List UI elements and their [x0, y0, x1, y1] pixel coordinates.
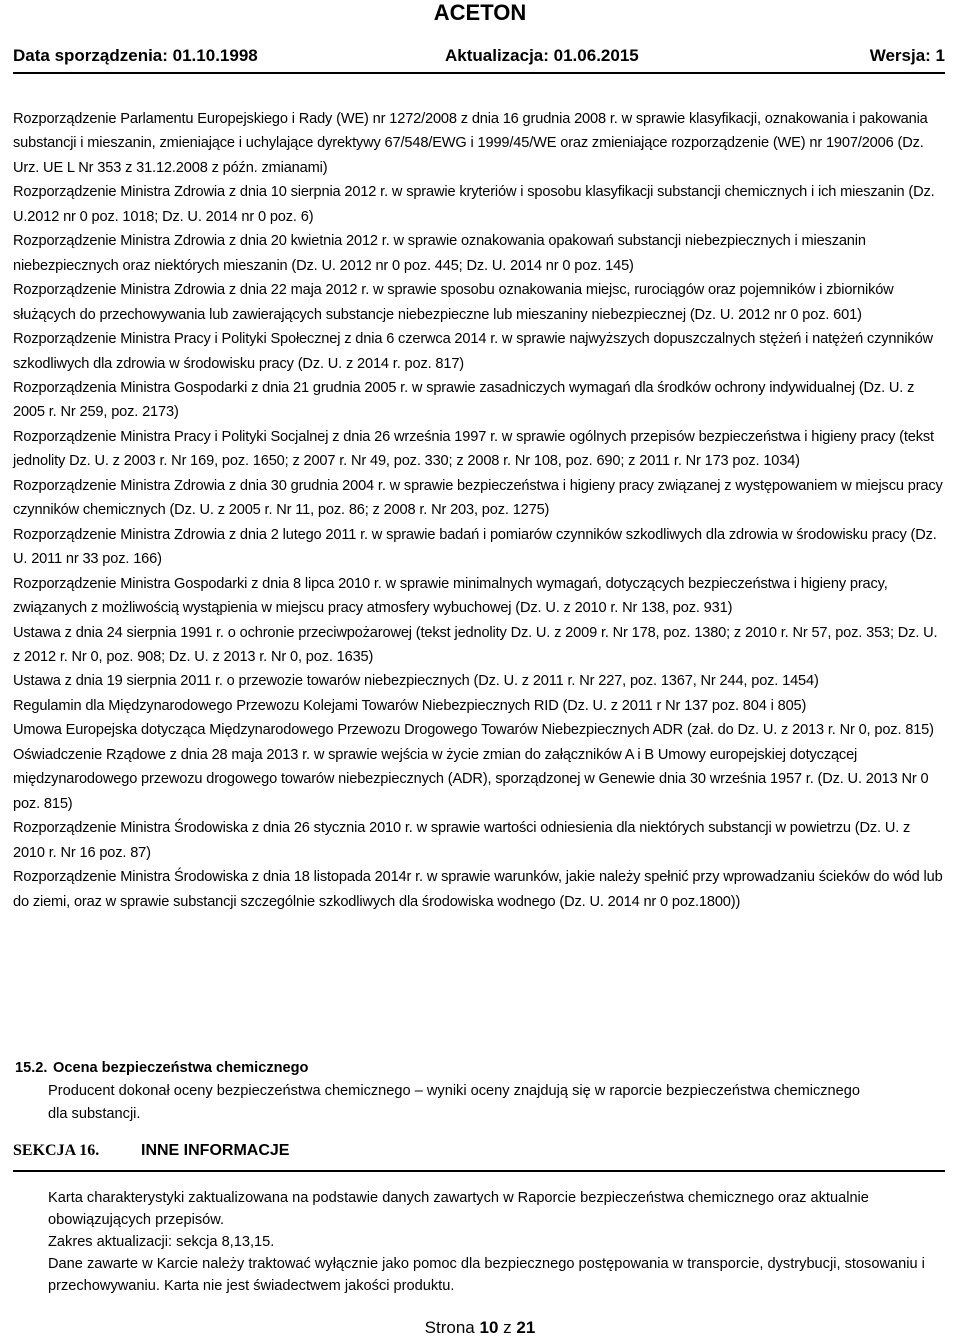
footer-z: z [503, 1318, 512, 1337]
section-15-2-heading [15, 1057, 308, 1079]
section-15-2-number: 15.2. [15, 1060, 48, 1076]
section-16-paragraph: Karta charakterystyki zaktualizowana na podstawie danych zawartych w Raporcie bezpieczeństwa chemicznego oraz aktualnie obowiązujących przepisów. [48, 1190, 869, 1228]
regulation-item: Rozporządzenie Ministra Pracy i Polityki Społecznej z dnia 6 czerwca 2014 r. w sprawie najwyższych dopuszczalnych stężeń i natężeń czynników szkodliwych dla zdrowia w środowisku pracy (Dz. U. z 2014 r. poz. 817) [13, 331, 933, 372]
section-15-2-body: Producent dokonał oceny bezpieczeństwa chemicznego – wyniki oceny znajdują się w raporcie bezpieczeństwa chemicznego dla substancji. [48, 1083, 861, 1122]
regulation-item: Rozporządzenie Ministra Zdrowia z dnia 2 lutego 2011 r. w sprawie badań i pomiarów czynników szkodliwych dla zdrowia w środowisku pracy (Dz. U. 2011 nr 33 poz. 166) [13, 526, 937, 568]
section-16-body [48, 1187, 938, 1297]
version: Wersja: 1 [869, 46, 945, 65]
section-16-paragraph: Zakres aktualizacji: sekcja 8,13,15. [48, 1234, 275, 1250]
regulations-list [13, 107, 943, 914]
regulation-item: Rozporządzenie Ministra Pracy i Polityki Socjalnej z dnia 26 września 1997 r. w sprawie ogólnych przepisów bezpieczeństwa i higieny pracy (tekst jednolity Dz. U. z 2003 r. Nr 169, poz. 1650; z 2007 r. Nr 49, poz. 330; z 2008 r. Nr 108, poz. 690; z 2011 r. Nr 173 poz. 1034) [13, 428, 934, 470]
section-16-paragraph: Dane zawarte w Karcie należy traktować wyłącznie jako pomoc dla bezpiecznego postępowania w transporcie, dystrybucji, stosowaniu i przechowywaniu. Karta nie jest świadectwem jakości produktu. [48, 1256, 925, 1294]
regulation-item: Rozporządzenie Ministra Środowiska z dnia 18 listopada 2014r r. w sprawie warunków, jakie należy spełnić przy wprowadzaniu ścieków do wód lub do ziemi, oraz w sprawie substancji szczególnie szkodliwych dla środowiska wodnego (Dz. U. 2014 nr 0 poz.1800)) [13, 869, 943, 910]
header-divider [13, 72, 945, 74]
regulation-item: Rozporządzenie Ministra Środowiska z dnia 26 stycznia 2010 r. w sprawie wartości odniesienia dla niektórych substancji w powietrzu (Dz. U. z 2010 r. Nr 16 poz. 87) [13, 820, 911, 861]
section-16-header [13, 1136, 945, 1172]
regulation-item: Ustawa z dnia 19 sierpnia 2011 r. o przewozie towarów niebezpiecznych (Dz. U. z 2011 r. Nr 227, poz. 1367, Nr 244, poz. 1454) [13, 673, 819, 690]
footer-total-pages: 21 [516, 1318, 536, 1337]
created-date: Data sporządzenia: 01.10.1998 [13, 46, 258, 65]
regulation-item: Rozporządzenie Parlamentu Europejskiego i Rady (WE) nr 1272/2008 z dnia 16 grudnia 2008 r. w sprawie klasyfikacji, oznakowania i pakowania substancji i mieszanin, zmieniające i uchylające dyrektywy 67/548/EWG i 1999/45/WE oraz zmieniające rozporządzenie (WE) nr 1907/2006 (Dz. Urz. UE L Nr 353 z 31.12.2008 z późn. zmianami) [13, 111, 928, 176]
page-footer [0, 1318, 960, 1338]
section-15-2-title: Ocena bezpieczeństwa chemicznego [53, 1060, 309, 1076]
regulation-item: Rozporządzenie Ministra Zdrowia z dnia 30 grudnia 2004 r. w sprawie bezpieczeństwa i higieny pracy związanej z występowaniem w miejscu pracy czynników chemicznych (Dz. U. z 2005 r. Nr 11, poz. 86; z 2008 r. Nr 203, poz. 1275) [13, 477, 943, 519]
footer-page-number: 10 [479, 1318, 499, 1337]
footer-strona: Strona [424, 1318, 475, 1337]
document-title: ACETON [433, 0, 527, 25]
document-meta [13, 44, 945, 70]
section-16-title: INNE INFORMACJE [141, 1142, 290, 1159]
regulation-item: Rozporządzenia Ministra Gospodarki z dnia 21 grudnia 2005 r. w sprawie zasadniczych wymagań dla środków ochrony indywidualnej (Dz. U. z 2005 r. Nr 259, poz. 2173) [13, 379, 915, 421]
regulation-item: Umowa Europejska dotycząca Międzynarodowego Przewozu Drogowego Towarów Niebezpiecznych ADR (zał. do Dz. U. z 2013 r. Nr 0, poz. 815) [13, 722, 934, 739]
updated-date: Aktualizacja: 01.06.2015 [445, 46, 639, 65]
regulation-item: Rozporządzenie Ministra Zdrowia z dnia 10 sierpnia 2012 r. w sprawie kryteriów i sposobu klasyfikacji substancji chemicznych i ich mieszanin (Dz. U.2012 nr 0 poz. 1018; Dz. U. 2014 nr 0 poz. 6) [13, 184, 935, 225]
regulation-item: Rozporządzenie Ministra Gospodarki z dnia 8 lipca 2010 r. w sprawie minimalnych wymagań, dotyczących bezpieczeństwa i higieny pracy, związanych z możliwością wystąpienia w miejscu pracy atmosfery wybuchowej (Dz. U. z 2010 r. Nr 138, poz. 931) [13, 575, 888, 617]
regulation-item: Rozporządzenie Ministra Zdrowia z dnia 20 kwietnia 2012 r. w sprawie oznakowania opakowań substancji niebezpiecznych i mieszanin niebezpiecznych oraz niektórych mieszanin (Dz. U. 2012 nr 0 poz. 445; Dz. U. 2014 nr 0 poz. 145) [13, 233, 866, 274]
regulation-item: Ustawa z dnia 24 sierpnia 1991 r. o ochronie przeciwpożarowej (tekst jednolity Dz. U. z 2009 r. Nr 178, poz. 1380; z 2010 r. Nr 57, poz. 353; Dz. U. z 2012 r. Nr 0, poz. 908; Dz. U. z 2013 r. Nr 0, poz. 1635) [13, 624, 938, 665]
regulation-item: Oświadczenie Rządowe z dnia 28 maja 2013 r. w sprawie wejścia w życie zmian do załączników A i B Umowy europejskiej dotyczącej międzynarodowego przewozu drogowego towarów niebezpiecznych (ADR), sporządzonej w Genewie dnia 30 września 1957 r. (Dz. U. 2013 Nr 0 poz. 815) [13, 746, 929, 812]
regulation-item: Regulamin dla Międzynarodowego Przewozu Kolejami Towarów Niebezpiecznych RID (Dz. U. z 2011 r Nr 137 poz. 804 i 805) [13, 697, 807, 714]
regulation-item: Rozporządzenie Ministra Zdrowia z dnia 22 maja 2012 r. w sprawie sposobu oznakowania miejsc, rurociągów oraz pojemników i zbiorników służących do przechowywania lub zawierających substancje niebezpieczne lub mieszaniny niebezpiecznej (Dz. U. 2012 nr 0 poz. 601) [13, 282, 894, 323]
section-16-label: SEKCJA 16. [13, 1142, 100, 1159]
